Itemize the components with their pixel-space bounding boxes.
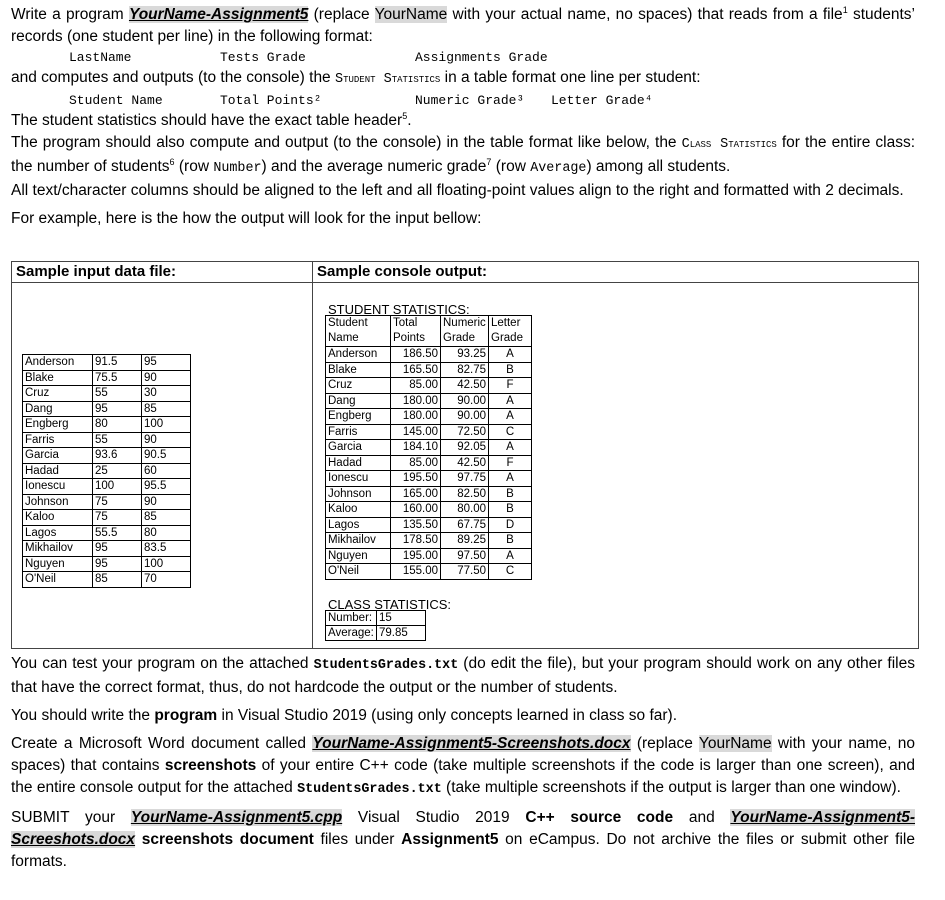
input-cell: 75.5: [93, 370, 142, 386]
output-cell: Ionescu: [326, 471, 391, 487]
input-cell: Ionescu: [23, 479, 93, 495]
output-cell: A: [489, 409, 532, 425]
student-statistics-term: Student Statistics: [335, 72, 441, 87]
footnote-ref: 7: [486, 156, 492, 167]
text: files under: [313, 831, 402, 848]
text: You should write the: [11, 707, 155, 724]
output-cell: Blake: [326, 362, 391, 378]
output-row: [326, 378, 532, 394]
bold-text: Assignment5: [401, 831, 499, 848]
output-cell: 178.50: [391, 533, 441, 549]
text: (replace: [308, 6, 375, 23]
text: with your name, no spaces) that contains: [11, 735, 915, 774]
class-stat-cell: Number:: [326, 611, 377, 626]
output-header-cell: Numeric: [441, 316, 489, 332]
class-statistics-title: CLASS STATISTICS:: [328, 597, 452, 612]
input-cell: 70: [142, 572, 191, 588]
output-header-cell: Grade: [489, 331, 532, 347]
input-cell: Lagos: [23, 525, 93, 541]
output-cell: 42.50: [441, 378, 489, 394]
output-cell: 90.00: [441, 409, 489, 425]
yourname-placeholder: YourName: [374, 6, 448, 23]
output-cell: 72.50: [441, 424, 489, 440]
input-cell: 80: [142, 525, 191, 541]
input-cell: 75: [93, 494, 142, 510]
output-cell: Kaloo: [326, 502, 391, 518]
output-row: [326, 517, 532, 533]
input-cell: 95: [142, 355, 191, 371]
number-row-term: Number: [213, 161, 262, 176]
output-cell: 42.50: [441, 455, 489, 471]
input-cell: 80: [93, 417, 142, 433]
output-header-cell: Name: [326, 331, 391, 347]
output-cell: 160.00: [391, 502, 441, 518]
input-cell: Farris: [23, 432, 93, 448]
student-statistics-table: [325, 315, 532, 580]
output-row: [326, 533, 532, 549]
input-cell: 60: [142, 463, 191, 479]
sample-output-header: Sample console output:: [317, 263, 488, 280]
output-cell: Dang: [326, 393, 391, 409]
output-cell: Mikhailov: [326, 533, 391, 549]
header-paragraph: [11, 110, 915, 132]
input-cell: 85: [142, 401, 191, 417]
text: and: [673, 809, 731, 826]
submit-paragraph: [11, 807, 915, 873]
output-cell: Garcia: [326, 440, 391, 456]
input-cell: Cruz: [23, 386, 93, 402]
output-cell: 135.50: [391, 517, 441, 533]
output-cell: 85.00: [391, 455, 441, 471]
output-cell: A: [489, 440, 532, 456]
input-cell: 90: [142, 432, 191, 448]
output-row: [326, 362, 532, 378]
class-statistics-table: [325, 610, 426, 641]
input-cell: 55: [93, 386, 142, 402]
output-cell: 92.05: [441, 440, 489, 456]
output-format-line: [11, 91, 915, 110]
input-cell: Kaloo: [23, 510, 93, 526]
format-numeric-grade: Numeric Grade³: [415, 93, 525, 108]
output-cell: C: [489, 424, 532, 440]
input-cell: 95.5: [142, 479, 191, 495]
output-cell: Nguyen: [326, 548, 391, 564]
output-cell: Lagos: [326, 517, 391, 533]
output-cell: Cruz: [326, 378, 391, 394]
input-format-line: [11, 48, 915, 67]
output-row: [326, 502, 532, 518]
input-cell: 85: [93, 572, 142, 588]
class-stat-cell: 15: [377, 611, 426, 626]
output-cell: Engberg: [326, 409, 391, 425]
input-cell: Engberg: [23, 417, 93, 433]
input-cell: Anderson: [23, 355, 93, 371]
output-cell: B: [489, 533, 532, 549]
output-cell: 97.75: [441, 471, 489, 487]
footnote-ref: 5: [402, 110, 408, 121]
students-grades-file: StudentsGrades.txt: [313, 658, 459, 673]
class-stat-row: [326, 611, 426, 626]
output-cell: D: [489, 517, 532, 533]
output-cell: 184.10: [391, 440, 441, 456]
input-row: [23, 463, 191, 479]
output-cell: F: [489, 378, 532, 394]
class-stat-cell: Average:: [326, 626, 377, 641]
input-cell: O'Neil: [23, 572, 93, 588]
input-cell: 25: [93, 463, 142, 479]
input-row: [23, 432, 191, 448]
output-cell: 93.25: [441, 347, 489, 363]
text: Create a Microsoft Word document called: [11, 735, 313, 752]
input-cell: Garcia: [23, 448, 93, 464]
output-cell: 67.75: [441, 517, 489, 533]
bold-text: screenshots: [164, 757, 257, 774]
input-cell: 95: [93, 556, 142, 572]
text: [135, 831, 142, 848]
output-header-cell: Letter: [489, 316, 532, 332]
assignment-filename: YourName-Assignment5: [128, 6, 309, 23]
input-cell: 100: [142, 417, 191, 433]
average-row-term: Average: [530, 161, 587, 176]
sample-input-table: [22, 354, 191, 588]
input-row: [23, 370, 191, 386]
output-cell: C: [489, 564, 532, 580]
screenshots-doc-filename: YourName-Assignment5-Screenshots.docx: [312, 735, 631, 752]
input-row: [23, 355, 191, 371]
text: Write a program: [11, 6, 129, 23]
test-paragraph: [11, 653, 915, 699]
output-cell: 165.50: [391, 362, 441, 378]
output-cell: 180.00: [391, 409, 441, 425]
bold-text: screenshots document: [141, 831, 314, 848]
text: The student statistics should have the exact table header: [11, 112, 403, 129]
output-cell: A: [489, 347, 532, 363]
input-cell: Hadad: [23, 463, 93, 479]
output-cell: A: [489, 548, 532, 564]
students-grades-file: StudentsGrades.txt: [297, 782, 442, 797]
output-cell: A: [489, 393, 532, 409]
format-tests-grade: Tests Grade: [220, 50, 306, 65]
output-cell: F: [489, 455, 532, 471]
output-cell: B: [489, 502, 532, 518]
output-cell: 165.00: [391, 486, 441, 502]
instructions-section: [11, 653, 915, 879]
output-header-row: [326, 331, 532, 347]
class-stats-paragraph: [11, 132, 915, 180]
text: (take multiple screenshots if the output is larger than one window).: [441, 779, 901, 796]
input-cell: 100: [142, 556, 191, 572]
output-header-cell: Grade: [441, 331, 489, 347]
input-cell: Blake: [23, 370, 93, 386]
class-stat-row: [326, 626, 426, 641]
cpp-filename: YourName-Assignment5.cpp: [130, 809, 343, 826]
output-cell: 89.25: [441, 533, 489, 549]
sample-frame: [11, 261, 919, 649]
column-divider: [312, 262, 313, 648]
text: (row: [491, 158, 531, 175]
output-row: [326, 393, 532, 409]
visual-studio-paragraph: [11, 705, 915, 727]
output-cell: 155.00: [391, 564, 441, 580]
word-document-paragraph: [11, 733, 915, 801]
output-cell: Johnson: [326, 486, 391, 502]
input-cell: 90: [142, 494, 191, 510]
text: (do edit the file), but your program should work on any other files that have the correct format, thus, do not hardcode the output or the number of students.: [11, 655, 915, 696]
input-cell: 91.5: [93, 355, 142, 371]
text: of your entire C++ code (take multiple screenshots if the code is larger than one screen), and the entire console output for the attached: [11, 757, 915, 796]
input-cell: 90.5: [142, 448, 191, 464]
input-cell: 75: [93, 510, 142, 526]
format-letter-grade: Letter Grade⁴: [551, 93, 653, 108]
output-cell: O'Neil: [326, 564, 391, 580]
input-row: [23, 479, 191, 495]
output-cell: B: [489, 362, 532, 378]
input-cell: 95: [93, 541, 142, 557]
text: in a table format one line per student:: [440, 69, 701, 86]
input-row: [23, 448, 191, 464]
input-cell: 90: [142, 370, 191, 386]
output-cell: 97.50: [441, 548, 489, 564]
input-row: [23, 510, 191, 526]
output-cell: 85.00: [391, 378, 441, 394]
output-cell: 180.00: [391, 393, 441, 409]
text: for the entire class: the number of students: [11, 134, 915, 175]
text: on eCampus. Do not archive the files or submit other file formats.: [11, 831, 915, 870]
footnote-ref: 1: [842, 4, 848, 15]
output-row: [326, 440, 532, 456]
input-row: [23, 494, 191, 510]
input-row: [23, 572, 191, 588]
output-cell: Anderson: [326, 347, 391, 363]
output-cell: 195.50: [391, 471, 441, 487]
output-row: [326, 455, 532, 471]
text: Visual Studio 2019: [342, 809, 526, 826]
example-paragraph: For example, here is the how the output will look for the input bellow:: [11, 210, 482, 227]
input-row: [23, 525, 191, 541]
text: The program should also compute and output (to the console) in the table format like below, the: [11, 134, 682, 151]
output-row: [326, 424, 532, 440]
input-row: [23, 556, 191, 572]
format-student-name: Student Name: [69, 93, 163, 108]
output-header-cell: Total: [391, 316, 441, 332]
class-statistics-term: Class Statistics: [681, 137, 777, 152]
sample-input-header: Sample input data file:: [16, 263, 177, 280]
input-cell: 55.5: [93, 525, 142, 541]
output-row: [326, 471, 532, 487]
text: ) and the average numeric grade: [261, 158, 487, 175]
text: .: [407, 112, 412, 129]
bold-text: program: [154, 707, 218, 724]
input-cell: 55: [93, 432, 142, 448]
intro-paragraph: [11, 4, 915, 48]
sample-header-row: [12, 262, 918, 283]
output-cell: 145.00: [391, 424, 441, 440]
output-cell: 90.00: [441, 393, 489, 409]
output-cell: 186.50: [391, 347, 441, 363]
output-row: [326, 548, 532, 564]
input-cell: Johnson: [23, 494, 93, 510]
output-row: [326, 409, 532, 425]
compute-paragraph: [11, 67, 915, 91]
text: (row: [174, 158, 214, 175]
screenshots-doc-filename: YourName-Assignment5-Screeshots.docx: [11, 809, 916, 848]
text: ) among all students.: [586, 158, 731, 175]
input-cell: Dang: [23, 401, 93, 417]
assignment-document: [11, 4, 916, 870]
input-cell: 83.5: [142, 541, 191, 557]
text: in Visual Studio 2019 (using only concepts learned in class so far).: [217, 707, 678, 724]
input-row: [23, 417, 191, 433]
text: students’ records (one student per line) in the following format:: [11, 6, 915, 45]
output-cell: B: [489, 486, 532, 502]
format-total-points: Total Points²: [220, 93, 322, 108]
output-row: [326, 564, 532, 580]
alignment-paragraph: All text/character columns should be aligned to the left and all floating-point values align to the right and formatted with 2 decimals.: [11, 182, 904, 199]
student-statistics-title: STUDENT STATISTICS:: [328, 302, 470, 317]
format-assignments-grade: Assignments Grade: [415, 50, 548, 65]
output-cell: 195.00: [391, 548, 441, 564]
input-cell: 100: [93, 479, 142, 495]
input-cell: 85: [142, 510, 191, 526]
footnote-ref: 6: [169, 156, 175, 167]
yourname-placeholder: YourName: [698, 735, 772, 752]
output-cell: 82.75: [441, 362, 489, 378]
output-cell: Hadad: [326, 455, 391, 471]
output-cell: 80.00: [441, 502, 489, 518]
input-cell: 93.6: [93, 448, 142, 464]
text: SUBMIT your: [11, 809, 131, 826]
bold-text: C++ source code: [525, 809, 674, 826]
input-row: [23, 541, 191, 557]
text: You can test your program on the attached: [11, 655, 314, 672]
input-row: [23, 386, 191, 402]
output-cell: 77.50: [441, 564, 489, 580]
text: and computes and outputs (to the console) the: [11, 69, 335, 86]
output-header-cell: Points: [391, 331, 441, 347]
input-cell: Mikhailov: [23, 541, 93, 557]
input-row: [23, 401, 191, 417]
output-row: [326, 486, 532, 502]
text: with your actual name, no spaces) that reads from a file: [447, 6, 843, 23]
output-cell: Farris: [326, 424, 391, 440]
output-header-row: [326, 316, 532, 332]
input-cell: Nguyen: [23, 556, 93, 572]
output-row: [326, 347, 532, 363]
class-stat-cell: 79.85: [377, 626, 426, 641]
text: (replace: [630, 735, 699, 752]
input-cell: 95: [93, 401, 142, 417]
output-cell: A: [489, 471, 532, 487]
format-lastname: LastName: [69, 50, 132, 65]
output-header-cell: Student: [326, 316, 391, 332]
input-cell: 30: [142, 386, 191, 402]
output-cell: 82.50: [441, 486, 489, 502]
